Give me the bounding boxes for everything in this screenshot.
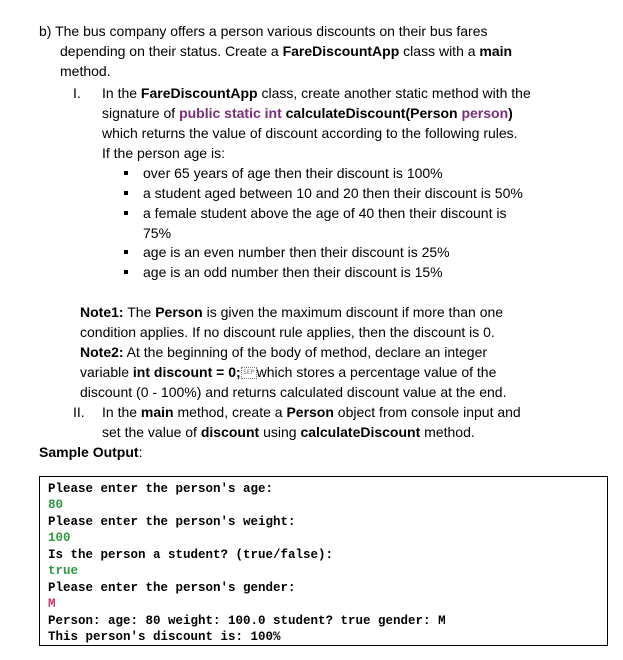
console-prompt: Please enter the person's weight: xyxy=(48,515,296,529)
bullet-icon xyxy=(124,191,128,195)
signature-close: ) xyxy=(508,105,513,121)
console-result: This person's discount is: 100% xyxy=(48,630,281,644)
text: depending on their status. Create a xyxy=(60,43,283,59)
part-b-line-3: method. xyxy=(60,63,111,79)
main-keyword: main xyxy=(479,43,513,59)
note-2-line-2 xyxy=(80,363,496,381)
text: The xyxy=(123,304,156,320)
item-2-line-1 xyxy=(102,403,521,421)
note-1-line-1 xyxy=(80,303,503,321)
note-2-line-3: discount (0 - 100%) and returns calculated discount value at the end. xyxy=(80,384,507,400)
item-1-line-2 xyxy=(102,104,513,122)
text: set the value of xyxy=(102,424,201,440)
text: method. xyxy=(420,424,475,440)
class-name: FareDiscountApp xyxy=(140,85,258,101)
item-1-numeral: I. xyxy=(73,85,81,101)
sample-output-heading xyxy=(39,443,142,461)
text: using xyxy=(259,424,301,440)
console-input: 100 xyxy=(48,531,71,545)
note-2-label: Note2: xyxy=(80,344,124,360)
text: method, create a xyxy=(173,404,287,420)
console-input: 80 xyxy=(48,498,64,512)
item-2-line-2 xyxy=(102,423,475,441)
signature-keywords: public static int xyxy=(179,105,282,121)
item-2-numeral: II. xyxy=(73,404,85,420)
part-b-line-2 xyxy=(60,42,512,60)
text: which stores a percentage value of the xyxy=(256,364,497,380)
bullet-icon xyxy=(124,270,128,274)
text: In the xyxy=(102,404,141,420)
item-1-line-3: which returns the value of discount according to the following rules. xyxy=(102,125,518,141)
rule-item: a female student above the age of 40 then their discount is xyxy=(143,205,507,221)
class-name: FareDiscountApp xyxy=(282,43,400,59)
rule-item: age is an even number then their discount is 25% xyxy=(143,244,450,260)
note-2-line-1 xyxy=(80,343,487,361)
bullet-icon xyxy=(124,250,128,254)
item-1-line-4: If the person age is: xyxy=(102,145,225,161)
text: variable xyxy=(80,364,133,380)
console-result: Person: age: 80 weight: 100.0 student? true gender: M xyxy=(48,614,446,628)
note-1-label: Note1: xyxy=(80,304,124,320)
person-keyword: Person xyxy=(286,404,334,420)
text: At the beginning of the body of method, declare an integer xyxy=(123,344,488,360)
bullet-icon xyxy=(124,211,128,215)
console-input: true xyxy=(48,564,79,578)
text: is given the maximum discount if more than one xyxy=(202,304,504,320)
main-keyword: main xyxy=(140,404,174,420)
text: In the xyxy=(102,85,141,101)
discount-keyword: discount xyxy=(200,424,260,440)
signature-method: calculateDiscount(Person xyxy=(281,105,462,121)
text: signature of xyxy=(102,105,180,121)
code-declaration: int discount = 0; xyxy=(132,364,241,380)
bullet-icon xyxy=(124,171,128,175)
item-1-line-1 xyxy=(102,84,531,102)
rule-item: age is an odd number then their discount is 15% xyxy=(143,264,443,280)
method-keyword: calculateDiscount xyxy=(300,424,421,440)
text: class, create another static method with the xyxy=(257,85,531,101)
console-prompt: Please enter the person's gender: xyxy=(48,581,296,595)
console-input: M xyxy=(48,597,56,611)
sample-output-label: Sample Output xyxy=(39,444,139,460)
rule-item-continued: 75% xyxy=(143,225,172,241)
console-output-box xyxy=(39,476,608,646)
part-b-line-1: b) The bus company offers a person various discounts on their bus fares xyxy=(39,23,488,39)
console-prompt: Please enter the person's age: xyxy=(48,482,274,496)
console-prompt: Is the person a student? (true/false): xyxy=(48,548,334,562)
note-1-line-2: condition applies. If no discount rule applies, then the discount is 0. xyxy=(80,324,495,340)
person-keyword: Person xyxy=(155,304,203,320)
colon: : xyxy=(138,444,143,460)
sep-glyph-icon: SEP xyxy=(241,367,257,379)
rule-item: over 65 years of age then their discount is 100% xyxy=(143,165,443,181)
text: object from console input and xyxy=(333,404,521,420)
text: class with a xyxy=(399,43,480,59)
signature-param: person xyxy=(461,105,509,121)
rule-item: a student aged between 10 and 20 then their discount is 50% xyxy=(143,185,523,201)
